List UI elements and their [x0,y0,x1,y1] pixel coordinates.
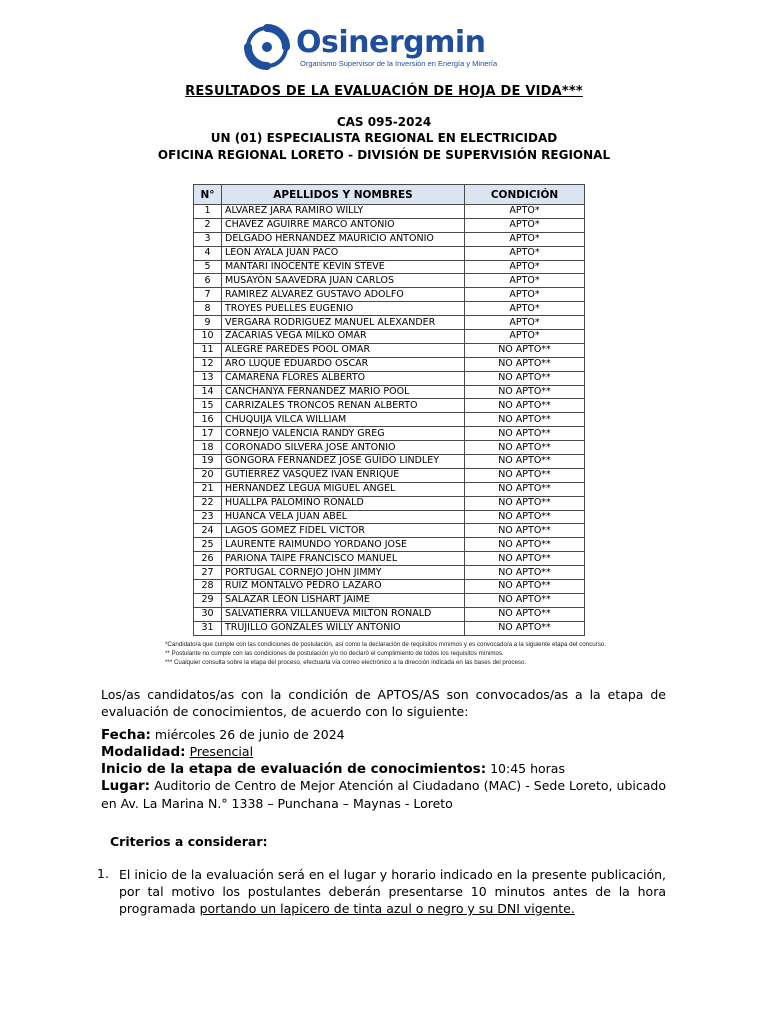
document-title: RESULTADOS DE LA EVALUACIÓN DE HOJA DE VIDA*** [185,84,583,99]
candidate-name: ZACARIAS VEGA MILKO OMAR [222,330,465,344]
table-row [194,288,585,302]
table-row [194,482,585,496]
candidate-name: SALAZAR LEÓN LISHART JAIME [222,593,465,607]
row-number: 6 [194,274,222,288]
table-row [194,274,585,288]
condition-value: APTO* [465,246,585,260]
candidate-name: TRUJILLO GONZALES WILLY ANTONIO [222,621,465,635]
condition-value: APTO* [465,232,585,246]
row-number: 18 [194,441,222,455]
candidate-name: CARRIZALES TRONCOS RENAN ALBERTO [222,399,465,413]
table-row [194,552,585,566]
condition-value: NO APTO** [465,482,585,496]
table-row [194,468,585,482]
table-row [194,441,585,455]
table-row [194,218,585,232]
table-row [194,524,585,538]
criteria-item-body: El inicio de la evaluación será en el lugar y horario indicado en la presente publicación, por tal motivo los postulantes deberán presentarse 10 minutos antes de la hora programada [119,867,666,916]
row-number: 28 [194,580,222,594]
condition-value: NO APTO** [465,455,585,469]
condition-value: NO APTO** [465,413,585,427]
row-number: 16 [194,413,222,427]
row-number: 31 [194,621,222,635]
table-row [194,205,585,219]
candidate-name: PORTUGAL CORNEJO JOHN JIMMY [222,566,465,580]
candidate-name: LEON AYALA JUAN PACO [222,246,465,260]
table-row [194,232,585,246]
candidate-name: MUSAYÓN SAAVEDRA JUAN CARLOS [222,274,465,288]
candidate-name: MANTARI INOCENTE KEVIN STEVE [222,260,465,274]
row-number: 19 [194,455,222,469]
condition-value: APTO* [465,260,585,274]
candidate-name: RAMIREZ ALVAREZ GUSTAVO ADOLFO [222,288,465,302]
row-number: 21 [194,482,222,496]
table-row [194,371,585,385]
condition-value: NO APTO** [465,441,585,455]
row-number: 7 [194,288,222,302]
candidate-name: LAGOS GOMEZ FIDEL VICTOR [222,524,465,538]
condition-value: NO APTO** [465,593,585,607]
criteria-item-text [119,866,666,917]
condition-value: NO APTO** [465,496,585,510]
condition-value: NO APTO** [465,371,585,385]
row-number: 30 [194,607,222,621]
row-number: 12 [194,357,222,371]
condition-value: APTO* [465,218,585,232]
row-number: 2 [194,218,222,232]
fecha-line [101,726,671,744]
intro-paragraph: Los/as candidatos/as con la condición de APTOS/AS son convocados/as a la etapa de evaluación de conocimientos, de acuerdo con lo siguiente: [101,687,666,719]
table-row [194,399,585,413]
criteria-item-requirement: portando un lapicero de tinta azul o negro y su DNI vigente. [199,901,575,916]
row-number: 10 [194,330,222,344]
condition-value: NO APTO** [465,621,585,635]
candidate-name: CHÁVEZ AGUIRRE MARCO ANTONIO [222,218,465,232]
col-header-condition: CONDICIÓN [465,185,585,205]
row-number: 29 [194,593,222,607]
condition-value: APTO* [465,288,585,302]
candidate-name: RUIZ MONTALVO PEDRO LAZARO [222,580,465,594]
table-row [194,621,585,635]
candidate-name: CORONADO SILVERA JOSE ANTONIO [222,441,465,455]
condition-value: APTO* [465,274,585,288]
table-row [194,580,585,594]
modalidad-line [101,743,671,761]
candidate-name: CAMARENA FLORES ALBERTO [222,371,465,385]
table-row [194,455,585,469]
row-number: 20 [194,468,222,482]
row-number: 22 [194,496,222,510]
table-row [194,607,585,621]
candidate-name: CORNEJO VALENCIA RANDY GREG [222,427,465,441]
row-number: 17 [194,427,222,441]
org-tagline: Organismo Supervisor de la Inversión en Energía y Minería [300,59,498,68]
table-row [194,538,585,552]
candidate-name: TROYES PUELLES EUGENIO [222,302,465,316]
candidate-name: CHUQUIJA VILCA WILLIAM [222,413,465,427]
condition-value: NO APTO** [465,538,585,552]
candidate-name: GUTIERREZ VASQUEZ IVAN ENRIQUE [222,468,465,482]
swirl-logo-icon [244,24,290,70]
lugar-line [101,777,666,812]
table-row [194,316,585,330]
candidate-name: ARO LUQUE EDUARDO OSCAR [222,357,465,371]
condition-value: NO APTO** [465,385,585,399]
row-number: 9 [194,316,222,330]
row-number: 11 [194,343,222,357]
fecha-label: Fecha: [101,727,151,743]
condition-value: NO APTO** [465,510,585,524]
criteria-item-number: 1. [97,866,109,881]
cas-code: CAS 095-2024 [336,115,432,129]
footnote-apto: *Candidato/a que cumple con las condiciones de postulación, así como la declaración de requisitos mínimos y es convocado/a a la siguiente etapa del concurso. [165,641,606,648]
candidate-name: HUALLPA PALOMINO RONALD [222,496,465,510]
footnotes [165,640,606,668]
condition-value: NO APTO** [465,524,585,538]
candidate-name: HUANCA VELA JUAN ABEL [222,510,465,524]
condition-value: NO APTO** [465,343,585,357]
office-title: OFICINA REGIONAL LORETO - DIVISIÓN DE SUPERVISIÓN REGIONAL [157,148,611,162]
table-row [194,413,585,427]
table-row [194,260,585,274]
condition-value: APTO* [465,205,585,219]
inicio-line [101,760,671,778]
condition-value: NO APTO** [465,566,585,580]
condition-value: NO APTO** [465,580,585,594]
candidate-name: PARIONA TAIPE FRANCISCO MANUEL [222,552,465,566]
candidate-name: CANCHANYA FERNANDEZ MARIO POOL [222,385,465,399]
candidate-name: ALEGRE PAREDES POOL OMAR [222,343,465,357]
condition-value: APTO* [465,302,585,316]
condition-value: APTO* [465,330,585,344]
row-number: 25 [194,538,222,552]
condition-value: APTO* [465,316,585,330]
results-table [193,184,585,636]
table-row [194,246,585,260]
fecha-value: miércoles 26 de junio de 2024 [150,727,345,742]
condition-value: NO APTO** [465,607,585,621]
row-number: 14 [194,385,222,399]
table-row [194,566,585,580]
condition-value: NO APTO** [465,357,585,371]
position-title: UN (01) ESPECIALISTA REGIONAL EN ELECTRICIDAD [210,131,558,145]
modalidad-label: Modalidad: [101,744,186,760]
col-header-number: N° [194,185,222,205]
row-number: 1 [194,205,222,219]
condition-value: NO APTO** [465,427,585,441]
lugar-label: Lugar: [101,778,151,794]
table-row [194,357,585,371]
table-row [194,510,585,524]
table-row [194,343,585,357]
candidate-name: ALVAREZ JARA RAMIRO WILLY [222,205,465,219]
table-row [194,593,585,607]
footnote-no-apto: ** Postulante no cumple con las condiciones de postulación y/o no declaró el cumplimiento de todos los requisitos mínimos. [165,650,504,658]
col-header-name: APELLIDOS Y NOMBRES [222,185,465,205]
table-row [194,302,585,316]
table-header-row [194,185,585,205]
modalidad-value: Presencial [189,744,254,759]
row-number: 26 [194,552,222,566]
inicio-label: Inicio de la etapa de evaluación de conocimientos: [101,761,487,777]
row-number: 24 [194,524,222,538]
table-body [194,205,585,636]
candidate-name: DELGADO HERNÁNDEZ MAURICIO ANTONIO [222,232,465,246]
osinergmin-logo [244,24,544,72]
table-row [194,496,585,510]
candidate-name: SALVATIERRA VILLANUEVA MILTON RONALD [222,607,465,621]
condition-value: NO APTO** [465,399,585,413]
candidate-name: VERGARA RODRIGUEZ MANUEL ALEXANDER [222,316,465,330]
candidate-name: HERNÁNDEZ LEGUA MIGUEL ANGEL [222,482,465,496]
table-row [194,330,585,344]
row-number: 27 [194,566,222,580]
table-row [194,427,585,441]
org-name: Osinergmin [296,25,486,60]
row-number: 8 [194,302,222,316]
row-number: 13 [194,371,222,385]
inicio-value: 10:45 horas [486,761,565,776]
lugar-value: Auditorio de Centro de Mejor Atención al Ciudadano (MAC) - Sede Loreto, ubicado en Av. La Marina N.° 1338 – Punchana – Maynas - Loreto [101,778,666,811]
candidate-name: LAURENTE RAIMUNDO YORDANO JOSE [222,538,465,552]
footnote-consultas: *** Cualquier consulta sobre la etapa del proceso, efectuarla vía correo electrónico a la dirección indicada en las bases del proceso. [165,659,527,667]
row-number: 3 [194,232,222,246]
row-number: 15 [194,399,222,413]
row-number: 23 [194,510,222,524]
table-row [194,385,585,399]
condition-value: NO APTO** [465,468,585,482]
criteria-title: Criterios a considerar: [110,834,268,849]
row-number: 4 [194,246,222,260]
condition-value: NO APTO** [465,552,585,566]
row-number: 5 [194,260,222,274]
candidate-name: GÓNGORA FERNÁNDEZ JOSÉ GUIDO LINDLEY [222,455,465,469]
